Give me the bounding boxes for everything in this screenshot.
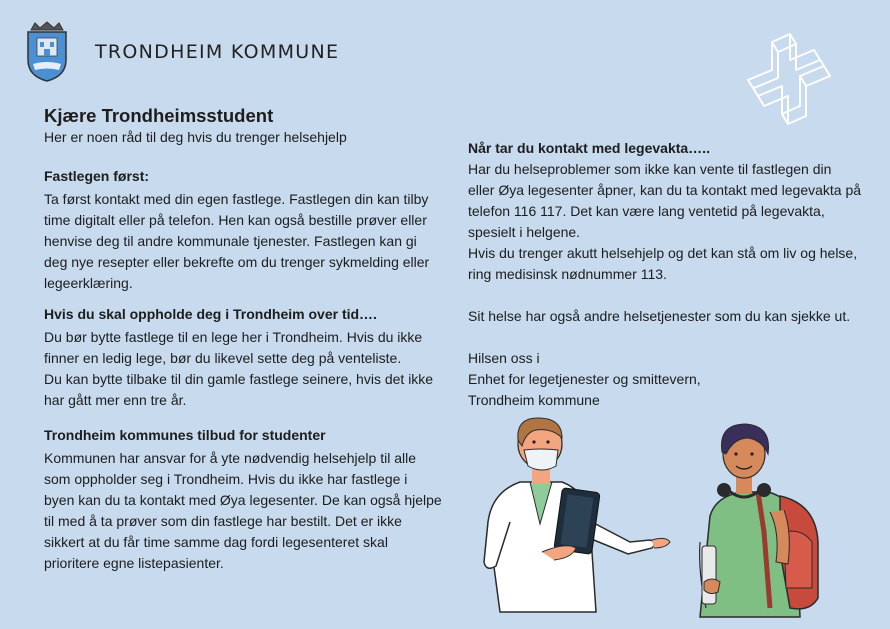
section-heading: Trondheim kommunes tilbud for studenter (44, 427, 326, 443)
body-line: Har du helseproblemer som ikke kan vente til fastlegen din (468, 161, 832, 177)
body-line: sikkert at du får time samme dag fordi legesenteret skal (44, 534, 388, 550)
body-line: prioritere egne listepasienter. (44, 555, 224, 571)
page-title: Kjære Trondheimsstudent (44, 105, 274, 126)
body-line: ring medisinsk nødnummer 113. (468, 266, 667, 282)
closing-line: Enhet for legetjenester og smittevern, (468, 371, 701, 387)
body-line: finner en ledig lege, bør du likevel sette deg på venteliste. (44, 350, 402, 366)
body-line: telefon 116 117. Det kan være lang ventetid på legevakta, (468, 203, 825, 219)
coat-of-arms-icon (24, 20, 70, 82)
body-line: som oppholder seg i Trondheim. Hvis du ikke har fastlege i (44, 471, 408, 487)
closing-line: Hilsen oss i (468, 350, 540, 366)
body-line: Kommunen har ansvar for å yte nødvendig helsehjelp til alle (44, 450, 416, 466)
closing-line: Trondheim kommune (468, 392, 600, 408)
body-line: time digitalt eller på telefon. Hen kan også bestille prøver eller (44, 212, 427, 228)
body-line: Hvis du trenger akutt helsehjelp og det kan stå om liv og helse, (468, 245, 858, 261)
body-line: Ta først kontakt med din egen fastlege. Fastlegen din kan tilby (44, 191, 429, 207)
section-heading: Hvis du skal oppholde deg i Trondheim over tid…. (44, 306, 377, 322)
body-line: har gått mer enn tre år. (44, 392, 187, 408)
other-services-line: Sit helse har også andre helsetjenester som du kan sjekke ut. (468, 308, 851, 324)
body-line: deg nye resepter eller bekrefte om du trenger sykmelding eller (44, 254, 430, 270)
student-with-backpack-icon (700, 424, 818, 617)
body-line: legeerklæring. (44, 275, 133, 291)
body-line: Du bør bytte fastlege til en lege her i Trondheim. Hvis du ikke (44, 329, 423, 345)
body-line: til med å ta prøver som din fastlege har bestilt. Det er ikke (44, 513, 402, 529)
section-heading: Når tar du kontakt med legevakta….. (468, 140, 710, 156)
section-legevakt (468, 140, 868, 411)
body-line: henvise deg til andre kommunale tjenester. Fastlegen kan gi (44, 233, 417, 249)
body-line: spesielt i helgene. (468, 224, 581, 240)
illustration (480, 412, 830, 629)
org-name: TRONDHEIM KOMMUNE (95, 41, 340, 63)
intro (44, 106, 444, 145)
section-heading: Fastlegen først: (44, 168, 150, 184)
medical-cross-outline-icon (742, 30, 832, 130)
section-over-tid (44, 306, 444, 411)
section-tilbud (44, 427, 444, 574)
body-line: byen kan du ta kontakt med Øya legesenter. De kan også hjelpe (44, 492, 442, 508)
body-line: Du kan bytte tilbake til din gamle fastlege seinere, hvis det ikke (44, 371, 434, 387)
body-line: eller Øya legesenter åpner, kan du ta kontakt med legevakta på (468, 182, 862, 198)
section-fastlege (44, 168, 444, 294)
doctor-with-clipboard-icon (484, 418, 670, 612)
page-subtitle: Her er noen råd til deg hvis du trenger helsehjelp (44, 129, 347, 145)
